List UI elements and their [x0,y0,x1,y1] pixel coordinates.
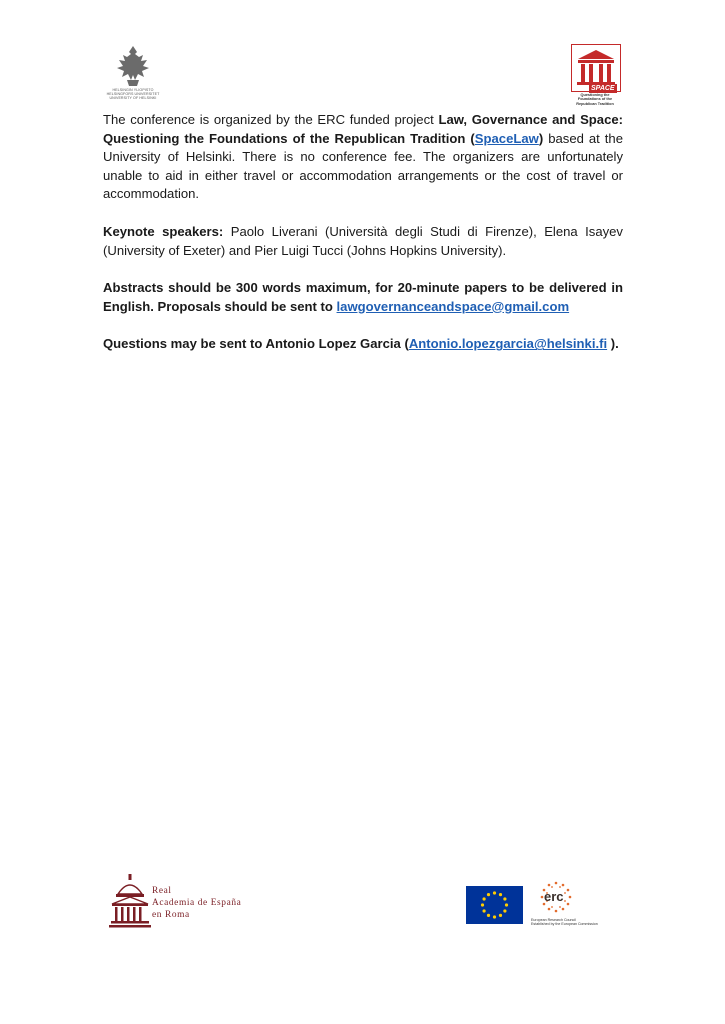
project-title-close: ) [538,130,544,146]
uh-line: HELSINGIN YLIOPISTO [112,88,154,92]
rae-line: en Roma [152,910,190,920]
erc-caption [531,918,601,926]
organizer-text-1: The conference is organized by the ERC funded project [103,112,439,127]
keynote-label: Keynote speakers: [103,223,224,239]
proposals-email-link[interactable]: lawgovernanceandspace@gmail.com [336,298,570,314]
academy-dome-icon [108,872,152,932]
spacelaw-logo-caption [568,93,622,106]
keynote-text: Paolo Liverani (Università degli Studi di Firenze), Elena Isayev (University of Exeter) and Pier Luigi Tucci (Johns Hopkins University). [103,223,623,258]
erc-caption-line: Established by the European Commission [531,922,598,927]
questions-email-link[interactable]: Antonio.lopezgarcia@helsinki.fi [408,336,608,352]
organizer-paragraph [103,111,623,204]
eu-flag [466,886,523,924]
uh-logo-text [100,88,166,101]
rae-line: Academia de España [152,898,242,908]
uh-line: HELSINGFORS UNIVERSITET [106,92,160,97]
questions-paragraph [103,335,623,354]
erc-logo [528,880,598,930]
abstracts-paragraph [103,279,623,316]
real-academia-logo [104,870,256,934]
organizer-text-2: based at the University of Helsinki. There is no conference fee. The organizers are unfortunately unable to aid in either travel or accommodation arrangements or the cost of travel or accommodation. [103,130,623,202]
abstracts-text: Abstracts should be 300 words maximum, for 20-minute papers to be delivered in English. Proposals should be sent to [103,280,623,314]
space-caption-line: Foundations of the [577,97,613,102]
erc-caption-line: European Research Council [531,918,576,922]
questions-text-1: Questions may be sent to Antonio Lopez Garcia ( [103,336,409,352]
questions-text-2: ). [607,336,619,352]
real-academia-text [152,885,241,921]
university-of-helsinki-logo [100,44,166,110]
space-caption-line: Republican Tradition [576,101,614,106]
document-body [103,111,623,373]
helsinki-university-flame-icon [113,44,153,88]
uh-line: UNIVERSITY OF HELSINKI [109,96,157,101]
keynote-paragraph [103,223,623,260]
space-caption-line: Questioning the [580,93,610,97]
spacelaw-link[interactable]: SpaceLaw [474,130,539,146]
spacelaw-logo [568,44,622,112]
spacelaw-logo-word: SPACE [591,85,615,92]
rae-line: Real [152,886,172,896]
project-title: Law, Governance and Space: Questioning the Foundations of the Republican Tradition ( [103,112,624,146]
erc-wordmark: erc [544,889,564,904]
eu-flag-icon [466,886,523,924]
